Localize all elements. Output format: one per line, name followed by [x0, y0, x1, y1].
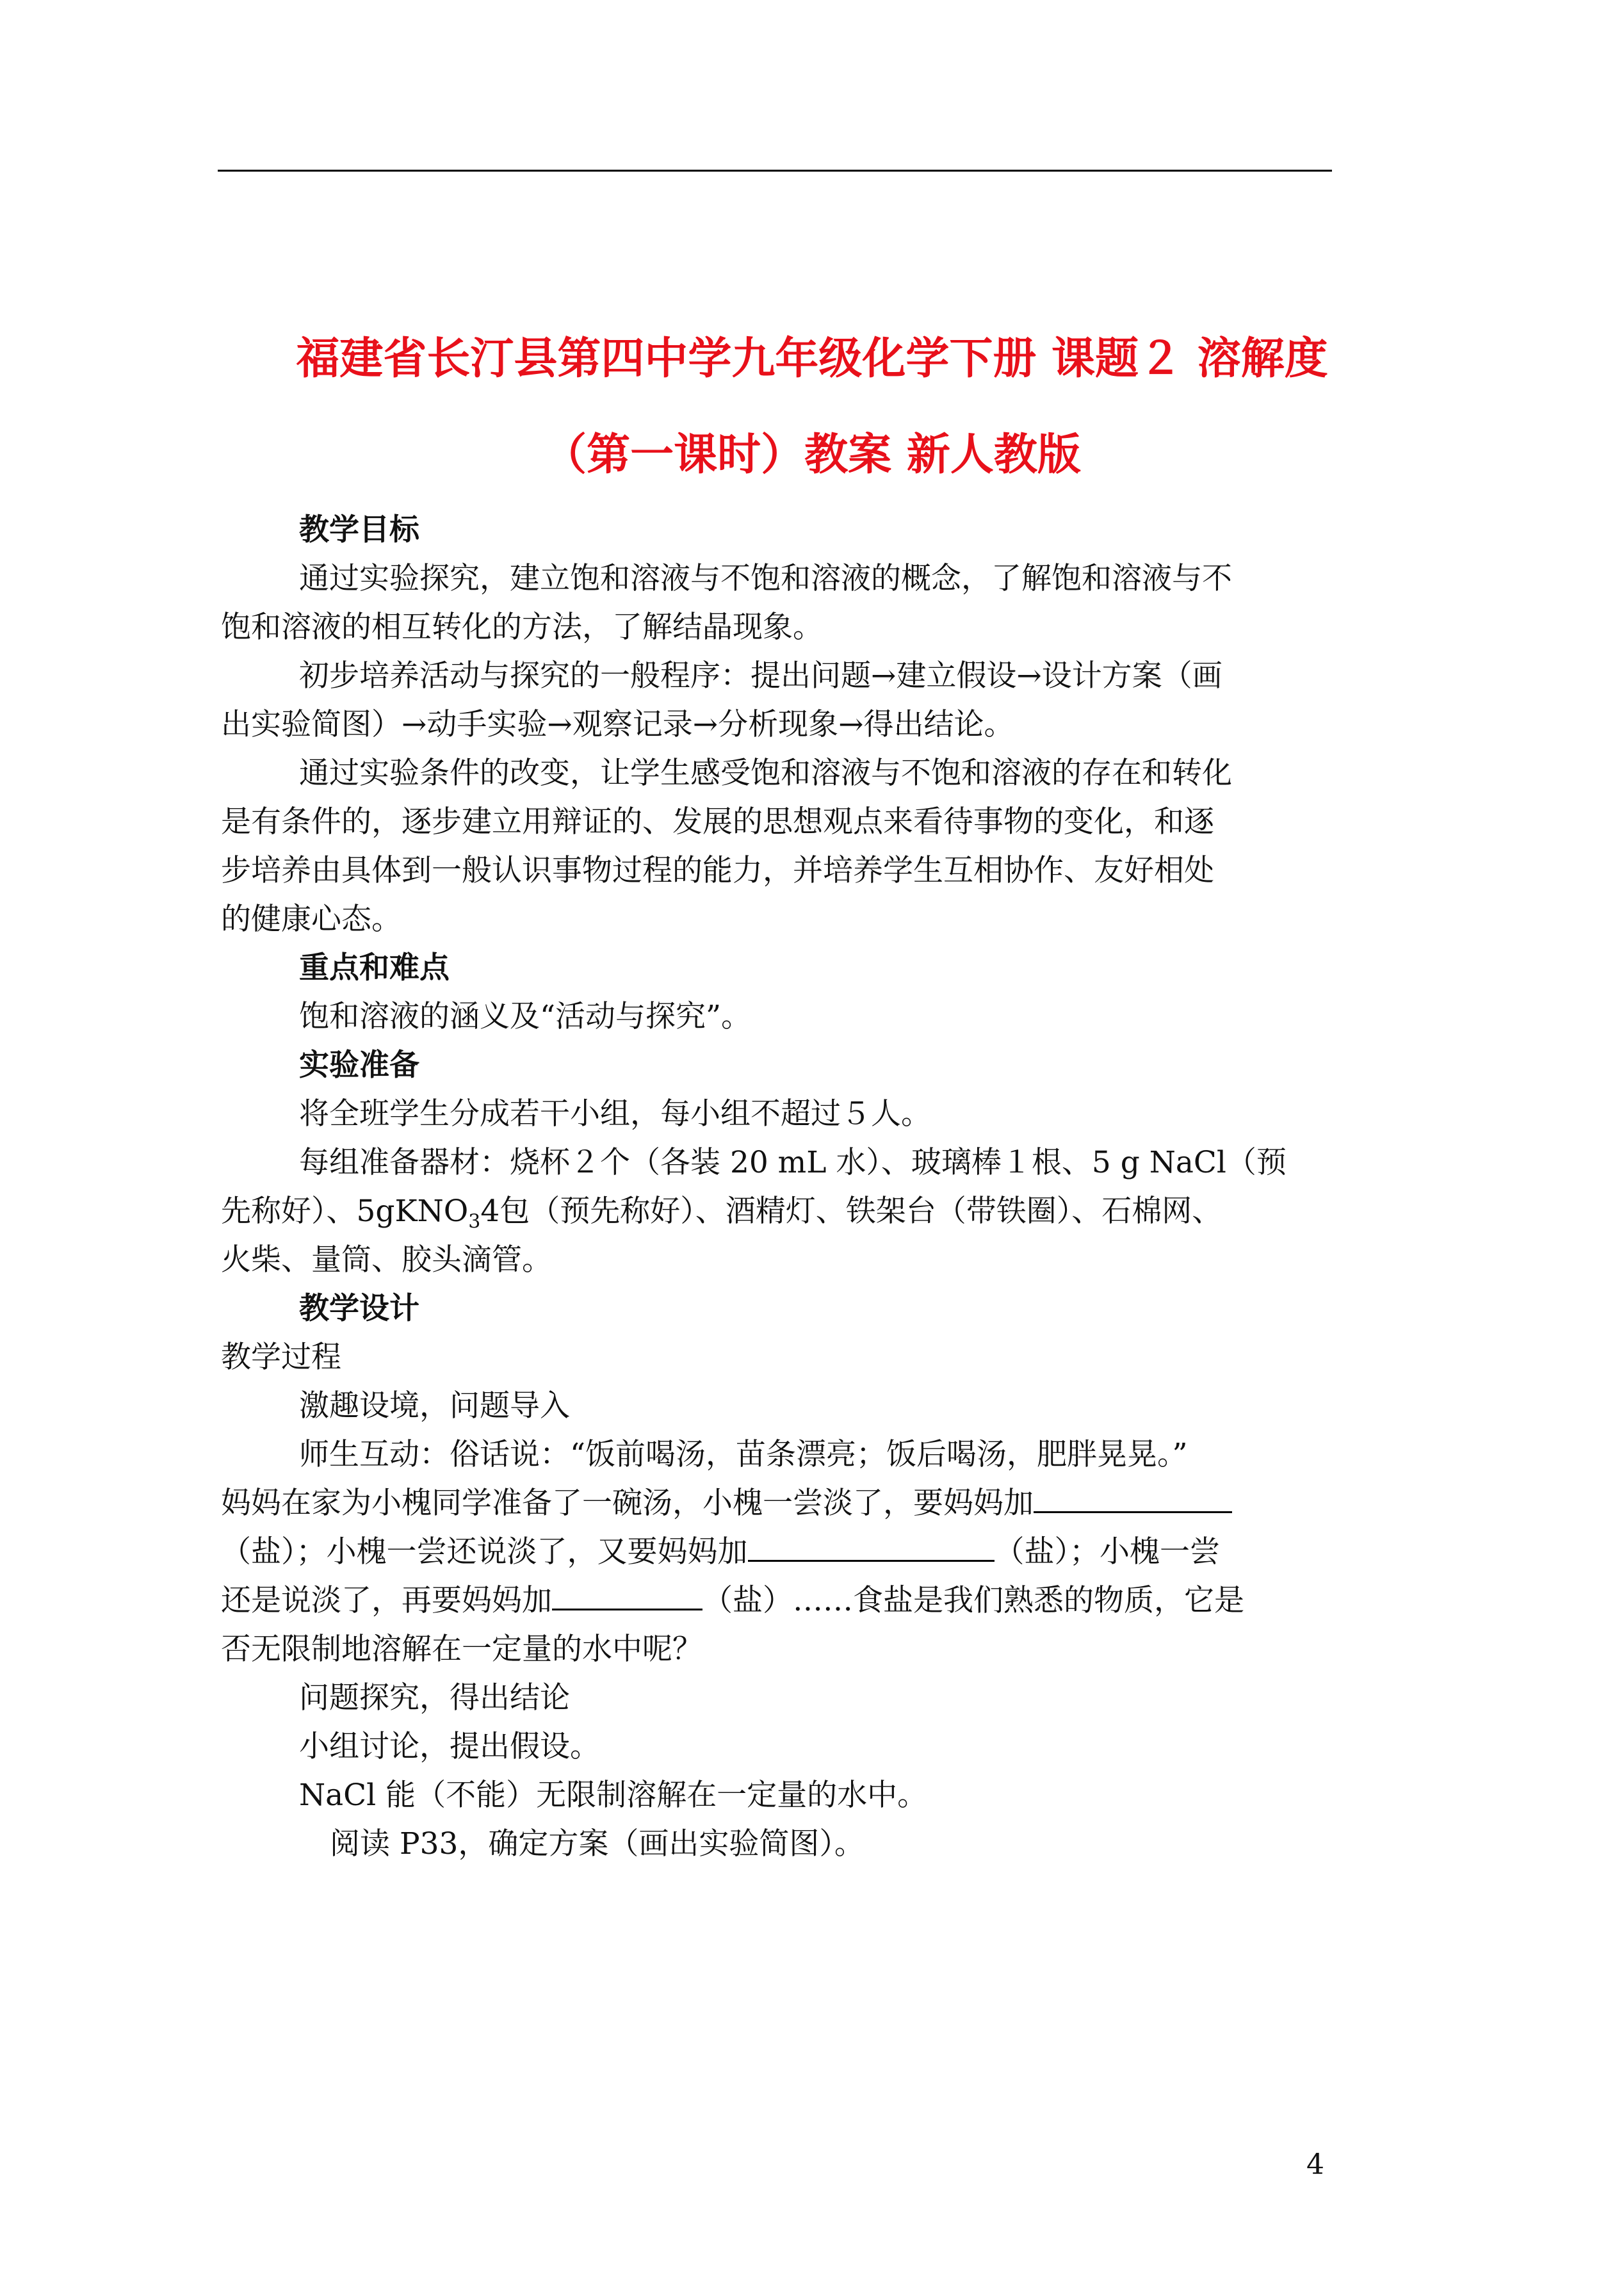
paragraph-line: 师生互动：俗话说：“饭前喝汤，苗条漂亮；饭后喝汤，肥胖晃晃。” [299, 1437, 1188, 1472]
fill-in-blank [1034, 1486, 1232, 1513]
section-heading-key-points: 重点和难点 [299, 950, 450, 985]
fill-in-blank [748, 1534, 995, 1562]
paragraph-line [221, 1577, 1348, 1625]
paragraph-line [221, 1528, 1348, 1577]
document-title-line-1: 福建省长汀县第四中学九年级化学下册 课题２ 溶解度 [296, 333, 1328, 384]
page-number: 4 [1306, 2148, 1324, 2181]
paragraph-line [221, 1187, 1348, 1236]
text-span: 妈妈在家为小槐同学准备了一碗汤，小槐一尝淡了，要妈妈加 [221, 1486, 1034, 1521]
paragraph-line: NaCl 能（不能）无限制溶解在一定量的水中。 [299, 1778, 928, 1813]
paragraph-line: 步培养由具体到一般认识事物过程的能力，并培养学生互相协作、友好相处 [221, 853, 1214, 888]
section-heading-preparation: 实验准备 [299, 1048, 419, 1083]
paragraph-line: 通过实验探究，建立饱和溶液与不饱和溶液的概念，了解饱和溶液与不 [299, 561, 1232, 596]
paragraph-line: 激趣设境，问题导入 [299, 1388, 570, 1423]
text-span: （盐）……食盐是我们熟悉的物质，它是 [702, 1583, 1244, 1618]
subscript: 3 [468, 1210, 481, 1233]
paragraph-line: 阅读 P33，确定方案（画出实验简图）。 [330, 1826, 865, 1861]
text-span: 先称好）、5gKNO [221, 1194, 469, 1229]
paragraph-line: 将全班学生分成若干小组，每小组不超过５人。 [299, 1096, 931, 1131]
section-heading-design: 教学设计 [299, 1291, 419, 1326]
paragraph-line [221, 1479, 1348, 1528]
paragraph-line: 的健康心态。 [221, 902, 402, 937]
paragraph-line: 饱和溶液的相互转化的方法，了解结晶现象。 [221, 610, 823, 645]
paragraph-line: 初步培养活动与探究的一般程序：提出问题→建立假设→设计方案（画 [299, 658, 1222, 693]
paragraph-line: 每组准备器材：烧杯２个（各装 20 mL 水）、玻璃棒１根、5 g NaCl（预 [299, 1145, 1287, 1180]
paragraph-line: 小组讨论，提出假设。 [299, 1729, 600, 1764]
paragraph-line: 饱和溶液的涵义及“活动与探究”。 [299, 999, 752, 1034]
paragraph-line: 否无限制地溶解在一定量的水中呢？ [221, 1632, 702, 1667]
paragraph-line: 教学过程 [221, 1340, 341, 1375]
paragraph-line: 出实验简图）→动手实验→观察记录→分析现象→得出结论。 [221, 707, 1014, 742]
document-body [221, 506, 1348, 1869]
text-span: 4包（预先称好）、酒精灯、铁架台（带铁圈）、石棉网、 [480, 1194, 1222, 1229]
text-span: （盐）；小槐一尝 [994, 1534, 1220, 1569]
paragraph-line: 火柴、量筒、胶头滴管。 [221, 1242, 552, 1277]
document-title-line-2: （第一课时）教案 新人教版 [543, 429, 1081, 480]
paragraph-line: 是有条件的，逐步建立用辩证的、发展的思想观点来看待事物的变化，和逐 [221, 804, 1214, 839]
fill-in-blank [552, 1583, 702, 1610]
paragraph-line: 通过实验条件的改变，让学生感受饱和溶液与不饱和溶液的存在和转化 [299, 756, 1232, 791]
header-rule [218, 170, 1332, 172]
text-span: 还是说淡了，再要妈妈加 [221, 1583, 552, 1618]
paragraph-line: 问题探究，得出结论 [299, 1680, 570, 1715]
text-span: （盐）；小槐一尝还说淡了，又要妈妈加 [221, 1534, 748, 1569]
section-heading-objectives: 教学目标 [299, 512, 419, 547]
